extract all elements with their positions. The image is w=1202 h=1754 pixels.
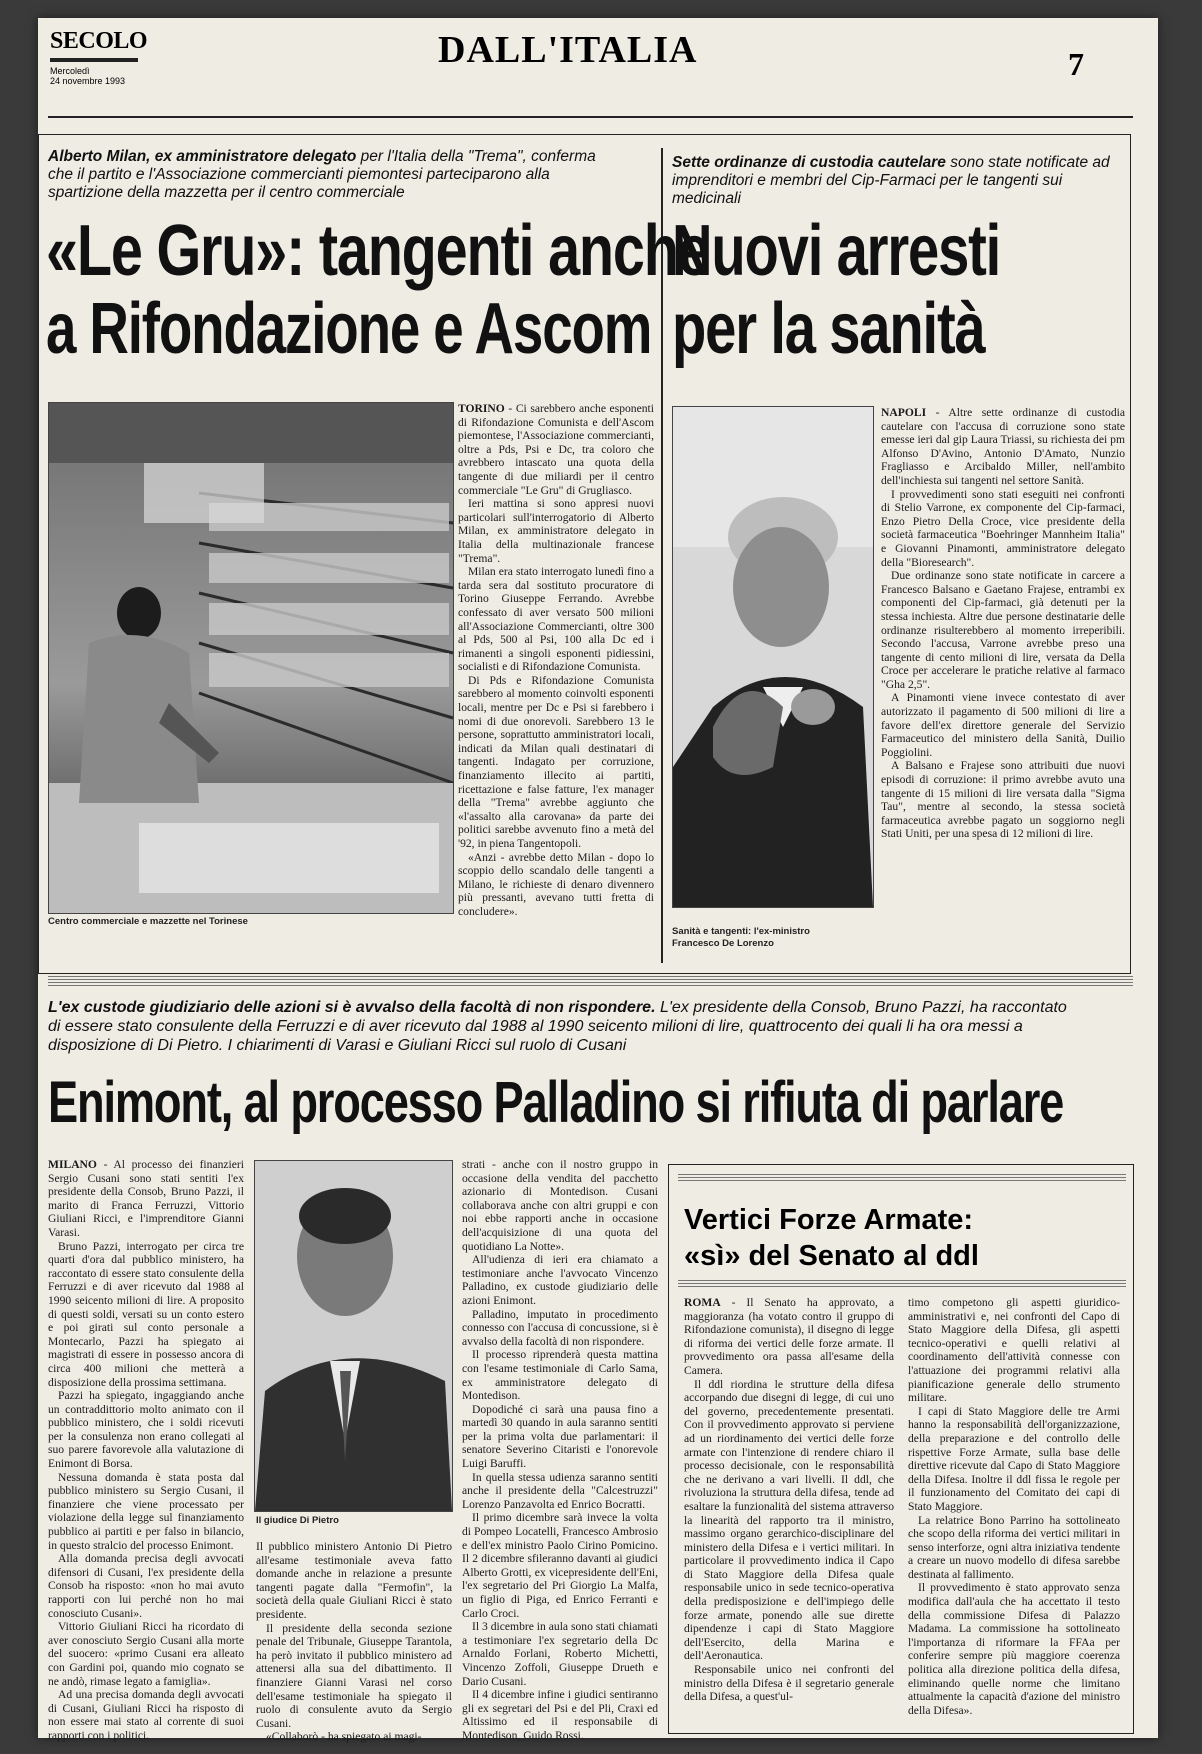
section-title: DALL'ITALIA [438,29,698,71]
article2-headline-line2: per la sanità [672,289,985,369]
photo-de-lorenzo [672,406,874,908]
article4-headline-line1: Vertici Forze Armate: [684,1204,974,1236]
article4-top-band [678,1174,1126,1182]
article3-col2: Il pubblico ministero Antonio Di Pietro all'esame testimoniale aveva fatto domande anche in relazione a presunte tangenti pagate dalla "Fermofin", la società della quale Giuliani Ricci è stato presidente. Il presidente della seconda sezione penale del Tribunale, Giuseppe Tarantola, ha però invitato il pubblico ministero ad attenersi alla sua del dibattimento. Il finanziere Gianni Varasi nel corso dell'esame testimoniale ha spiegato il ruolo di consulente avuto da Sergio Cusani. «Collaborò - ha spiegato ai magi- [256,1540,452,1744]
date-line-1: Mercoledì [50,66,90,76]
newspaper-page [38,18,1158,1744]
article1-headline-line2: a Rifondazione e Ascom [46,289,652,369]
masthead-rule [48,116,1133,118]
article2-body: NAPOLI - Altre sette ordinanze di custodia cautelare con l'accusa di corruzione sono state emesse ieri dal gip Laura Triassi, su richiesta dei pm Alfonso D'Avino, Antonio D'Amato, Nunzio Fragliasso e Arcibaldo Miller, nell'ambito dell'inchiesta sui tangenti nel settore Sanità. I provvedimenti sono stati eseguiti nei confronti di Stelio Varrone, ex componente del Cip-farmaci, Enzo Pietro Della Croce, vice presidente della società farmaceutica "Boehringer Mannheim Italia" e Giovanni Pinamonti, amministratore delegato della "Bioresearch". Due ordinanze sono state notificate in carcere a Francesco Balsano e Gaetano Frajese, entrambi ex componenti del Cip-farmaci, già detenuti per la stessa inchiesta. Altre due persone destinatarie delle ordinanze risulterebbero al momento irreperibili. Secondo l'accusa, Varrone avrebbe preso una tangente di cento milioni di lire, versata da Della Croce per accelerare le pratiche relative al farmaco "Gha 2,5". A Pinamonti viene invece contestato di aver autorizzato il pagamento di 500 milioni di lire a favore dell'ex direttore generale del Servizio Farmaceutico del ministero della Sanità, Duilio Poggiolini. A Balsano e Frajese sono attribuiti due nuovi episodi di corruzione: il primo avrebbe avuto una tangente di 15 milioni di lire versata dalla "Sigma Tau", mentre al secondo, la stessa società farmaceutica avrebbe pagato un soggiorno negli Stati Uniti, per una spesa di 12 milioni di lire. [881,406,1125,841]
date-line-2: 24 novembre 1993 [50,76,126,86]
article4-mid-band [678,1280,1126,1288]
separator-band [48,976,1133,986]
article3-col3: strati - anche con il nostro gruppo in occasione della vendita del pacchetto azionario di Montedison. Cusani collaborava anche con altri gruppi e con noi ebbe rapporti anche in occasione dell'acquisizione di una quota del quotidiano La Notte». All'udienza di ieri era chiamato a testimoniare anche l'avvocato Vincenzo Palladino, ex custode giudiziario delle azioni Enimont. Palladino, imputato in procedimento connesso con l'accusa di concussione, si è avvalso della facoltà di non rispondere. Il processo riprenderà questa mattina con l'esame testimoniale di Carlo Sama, ex amministratore delegato di Montedison. Dopodiché ci sarà una pausa fino a martedì 30 quando in aula saranno sentiti per la prima volta due parlamentari: il senatore Severino Citaristi e l'onorevole Luigi Baruffi. In quella stessa udienza saranno sentiti anche il presidente della "Calcestruzzi" Lorenzo Panzavolta ed Enrico Bocratti. Il primo dicembre sarà invece la volta di Pompeo Locatelli, Francesco Ambrosio e dell'ex ministro Paolo Cirino Pomicino. Il 2 dicembre sfileranno davanti ai giudici Alberto Grotti, ex vicepresidente dell'Eni, l'ex segretario del Pri Giorgio La Malfa, un figlio di Piga, ed Enrico Ferranti e Carlo Croci. Il 3 dicembre in aula sono stati chiamati a testimoniare l'ex segretario della Dc Arnaldo Forlani, Roberto Michetti, Vincenzo Zoffoli, Giuseppe Drueth e Dario Cusani. Il 4 dicembre infine i giudici sentiranno gli ex segretari del Psi e del Pli, Craxi ed Altissimo ed il responsabile di Montedison, Guido Rossi. [462,1158,658,1742]
article4-col1: ROMA - Il Senato ha approvato, a maggioranza (ha votato contro il gruppo di Rifondazione comunista), il disegno di legge di riforma dei vertici delle forze armate. Il provvedimento ora passa all'esame della Camera. Il ddl riordina le strutture della difesa accorpando due disegni di legge, di cui uno del governo, precedentemente presentati. Con il provvedimento approvato si perviene ad un riordinamento dei vertici delle forze armate con l'intenzione di rendere chiaro il processo decisionale, con le responsabilità che ne derivano a vari livelli. Il ddl, che rivoluziona la struttura della difesa, tende ad esaltare la funzionalità del sistema attraverso la linearità del rapporto tra il ministro, massimo organo gerarchico-disciplinare del ministero della Difesa e i vertici militari. In particolare il provvedimento indica il Capo di Stato Maggiore della Difesa quale responsabile unico in sede tecnico-operativa della predisposizione e dell'impiego delle forze armate, ponendo alle sue dirette dipendenze i capi di Stato Maggiore dell'Esercito, della Marina e dell'Aeronautica. Responsabile unico nei confronti del ministro della Difesa è il segretario generale della Difesa, a quest'ul- [684,1296,894,1704]
article1-headline-line1: «Le Gru»: tangenti anche [46,211,709,291]
article1-kicker: Alberto Milan, ex amministratore delegato per l'Italia della "Trema", conferma che il partito e l'Associazione commercianti piemontesi parteciparono alla spartizione della mazzetta per il centro commerciale [48,148,596,201]
article1-photo-caption: Centro commerciale e mazzette nel Torinese [48,916,248,927]
article3-photo-caption: Il giudice Di Pietro [256,1515,339,1526]
article2-kicker: Sette ordinanze di custodia cautelare sono state notificate ad imprenditori e membri del Cip-Farmaci per le tangenti sui medicinali [672,154,1110,207]
photo-di-pietro [254,1160,453,1512]
article4-headline-line2: «sì» del Senato al ddl [684,1240,979,1272]
article2-photo-caption-line2: Francesco De Lorenzo [672,938,774,949]
logo-underline [50,58,138,62]
supermarket-photo-illustration [49,403,453,913]
article2-photo-caption-line1: Sanità e tangenti: l'ex-ministro [672,926,810,937]
article4-col2: timo competono gli aspetti giuridico-amministrativi e, nei confronti del Capo di Stato Maggiore della Difesa, gli aspetti tecnico-operativi e quelli relativi al coordinamento dell'attività connesse con l'attuazione dei programmi relativi alla pianificazione generale dello strumento militare. I capi di Stato Maggiore delle tre Armi hanno la responsabilità dell'organizzazione, della preparazione e del controllo delle rispettive Forze Armate, sulla base delle direttive ricevute dal Capo di Stato Maggiore della Difesa. Inoltre il ddl fissa le regole per il funzionamento del Comitato dei capi di Stato Maggiore. La relatrice Bono Parrino ha sottolineato che scopo della riforma dei vertici militari in senso interforze, ogni altra iniziativa tendente a creare un nuovo modello di difesa sarebbe destinata al fallimento. Il provvedimento è stato approvato senza modifica dall'aula che ha accettato il testo della commissione Difesa di Palazzo Madama. La commissione ha sottolineato l'importanza di riformare la FFAa per conferire sempre più maggiore coerenza politica alla direzione politica della difesa, eliminando quelle norme che limitano attualmente la capacità d'azione del ministro della Difesa». [908,1296,1120,1717]
article3-col1: MILANO - Al processo dei finanzieri Sergio Cusani sono stati sentiti l'ex presidente della Consob, Bruno Pazzi, il marito di Franca Ferruzzi, Vittorio Giuliani Ricci, e l'imprenditore Gianni Varasi. Bruno Pazzi, interrogato per circa tre quarti d'ora dal pubblico ministero, ha raccontato di essere stato consulente della Ferruzzi e di aver ricevuto dal 1988 al 1990 seicento milioni di lire. A proposito di questi soldi, versati su un conto estero e poi girati sul conto personale a Montecarlo, Pazzi ha spiegato ai magistrati di essere in possesso ancora di circa 400 milioni che metterà a disposizione della prossima settimana. Pazzi ha spiegato, ingaggiando anche un contraddittorio molto animato con il pubblico ministero, che i soldi ricevuti per la consulenza non erano collegati al suo parere favorevole alla valutazione di Enimont di Borsa. Nessuna domanda è stata posta dal pubblico ministero su Sergio Cusani, il finanziere che viene processato per violazione della legge sul finanziamento pubblico ai partiti e per falso in bilancio, in questo stralcio del processo Enimont. Alla domanda precisa degli avvocati difensori di Cusani, l'ex presidente della Consob ha risposto: «non ho mai avuto rapporti con lui perché non ho mai conosciuto Cusani». Vittorio Giuliani Ricci ha ricordato di aver conosciuto Sergio Cusani alla morte del suocero: «primo Cusani era alleato con Gardini poi, quando mio cognato se ne andò, rimase legato a famiglia». Ad una precisa domanda degli avvocati di Cusani, Giuliani Ricci ha risposto di non essere mai stato al corrente di suoi rapporti con i politici. [48,1158,244,1742]
judge-photo-illustration [255,1161,452,1511]
photo-shopping-center [48,402,454,914]
page-number: 7 [1068,46,1084,82]
logo: SECOLO [50,28,148,54]
article3-headline: Enimont, al processo Palladino si rifiuta di parlare [48,1070,1064,1135]
article3-kicker: L'ex custode giudiziario delle azioni si è avvalso della facoltà di non rispondere. L'ex presidente della Consob, Bruno Pazzi, ha raccontato di essere stato consulente della Ferruzzi e di aver ricevuto dal 1988 al 1990 seicento milioni di lire, quattrocento dei quali li ha ora messi a disposizione di Di Pietro. I chiarimenti di Varasi e Giuliani Ricci sul ruolo di Cusani [48,999,1067,1054]
article2-headline-line1: Nuovi arresti [672,211,1001,291]
portrait-photo-illustration [673,407,873,907]
article1-body: TORINO - Ci sarebbero anche esponenti di Rifondazione Comunista e dell'Ascom piemontese, l'Associazione commercianti, oltre a Pds, Psi e Dc, tra coloro che avrebbero intascato una quota della tangente di due miliardi per il centro commerciale "Le Gru" di Grugliasco. Ieri mattina si sono appresi nuovi particolari sull'interrogatorio di Alberto Milan, ex amministratore delegato in Italia della multinazionale francese "Trema". Milan era stato interrogato lunedì fino a tarda sera dal sostituto procuratore di Torino Giuseppe Ferrando. Avrebbe confessato di aver versato 500 milioni all'Associazione Commercianti, oltre 300 al Pds, 500 al Psi, 100 alla Dc ed i rimanenti a singoli esponenti pidiessini, socialisti e di Rifondazione Comunista. Di Pds e Rifondazione Comunista sarebbero al momento coinvolti esponenti locali, mentre per Dc e Psi si farebbero i nomi di due onorevoli. Sarebbero 13 le persone, soprattutto amministratori locali, indicati da Milan quali destinatari di tangenti. Indagato per corruzione, finanziamento illecito ai partiti, ricettazione e false fatture, l'ex manager della "Trema" avrebbe aggiunto che «l'assalto alla carovana» da parte dei politici sarebbe avvenuto fino a metà del '92, in piena Tangentopoli. «Anzi - avrebbe detto Milan - dopo lo scoppio dello scandalo delle tangenti a Milano, le richieste di denaro divennero più pressanti, avevano tutti fretta di concludere». [458,402,654,918]
